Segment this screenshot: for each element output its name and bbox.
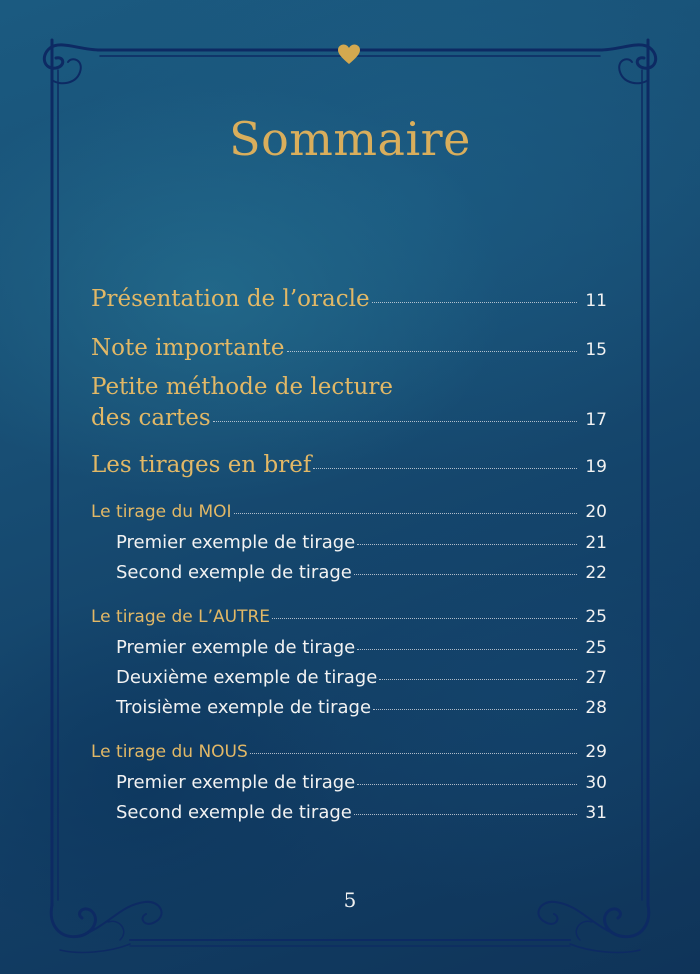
toc-page-number: 11 xyxy=(585,291,607,311)
toc-page-number: 28 xyxy=(585,698,607,718)
toc-entry-label: Le tirage du NOUS xyxy=(91,742,248,762)
toc-page-number: 31 xyxy=(585,803,607,823)
toc-entry[interactable] xyxy=(91,335,607,361)
toc-entry-line1[interactable]: Petite méthode de lecture xyxy=(91,374,393,400)
dot-leader xyxy=(373,708,577,710)
toc-entry-label: Second exemple de tirage xyxy=(116,562,352,583)
toc-page-number: 25 xyxy=(585,638,607,658)
toc-page-number: 21 xyxy=(585,533,607,553)
dot-leader xyxy=(287,350,578,352)
page-title: Sommaire xyxy=(229,112,471,166)
toc-page-number: 27 xyxy=(585,668,607,688)
toc-page-number: 22 xyxy=(585,563,607,583)
toc-entry[interactable] xyxy=(91,286,607,312)
toc-entry[interactable] xyxy=(91,405,607,431)
heart-icon xyxy=(336,42,362,68)
dot-leader xyxy=(354,813,577,815)
toc-page-number: 30 xyxy=(585,773,607,793)
toc-page-number: 20 xyxy=(585,502,607,522)
toc-entry-label: Le tirage du MOI xyxy=(91,502,232,522)
dot-leader xyxy=(357,648,577,650)
toc-page-number: 25 xyxy=(585,607,607,627)
toc-entry[interactable] xyxy=(116,802,607,823)
toc-entry-label: Premier exemple de tirage xyxy=(116,772,356,793)
toc-entry[interactable] xyxy=(116,637,607,658)
toc-page-number: 19 xyxy=(585,457,607,477)
toc-entry-label: Second exemple de tirage xyxy=(116,802,352,823)
dot-leader xyxy=(357,543,577,545)
toc-entry[interactable] xyxy=(91,607,607,627)
dot-leader xyxy=(234,512,578,514)
dot-leader xyxy=(313,467,577,469)
dot-leader xyxy=(372,301,578,303)
dot-leader xyxy=(379,678,577,680)
toc-entry-label: Le tirage de L’AUTRE xyxy=(91,607,271,627)
dot-leader xyxy=(213,420,578,422)
toc-entry-label: Deuxième exemple de tirage xyxy=(116,667,378,688)
toc-entry-label: Note importante xyxy=(91,335,285,361)
toc-entry-label: Premier exemple de tirage xyxy=(116,637,356,658)
toc-entry[interactable] xyxy=(91,452,607,478)
dot-leader xyxy=(354,573,577,575)
toc-entry-label: Premier exemple de tirage xyxy=(116,532,356,553)
toc-entry-label: des cartes xyxy=(91,405,211,431)
toc-entry[interactable] xyxy=(116,772,607,793)
toc-entry[interactable] xyxy=(116,532,607,553)
toc-page-number: 29 xyxy=(585,742,607,762)
dot-leader xyxy=(357,783,577,785)
toc-entry[interactable] xyxy=(91,742,607,762)
toc-page-number: 15 xyxy=(585,340,607,360)
toc-entry[interactable] xyxy=(91,502,607,522)
page-number: 5 xyxy=(343,888,357,912)
dot-leader xyxy=(250,752,578,754)
toc-entry-label: Les tirages en bref xyxy=(91,452,312,478)
toc-entry-label: Troisième exemple de tirage xyxy=(116,697,372,718)
toc-entry-label: Présentation de l’oracle xyxy=(91,286,370,312)
toc-entry[interactable] xyxy=(116,562,607,583)
dot-leader xyxy=(272,617,577,619)
toc-page-number: 17 xyxy=(585,410,607,430)
toc-entry[interactable] xyxy=(116,667,607,688)
toc-entry[interactable] xyxy=(116,697,607,718)
